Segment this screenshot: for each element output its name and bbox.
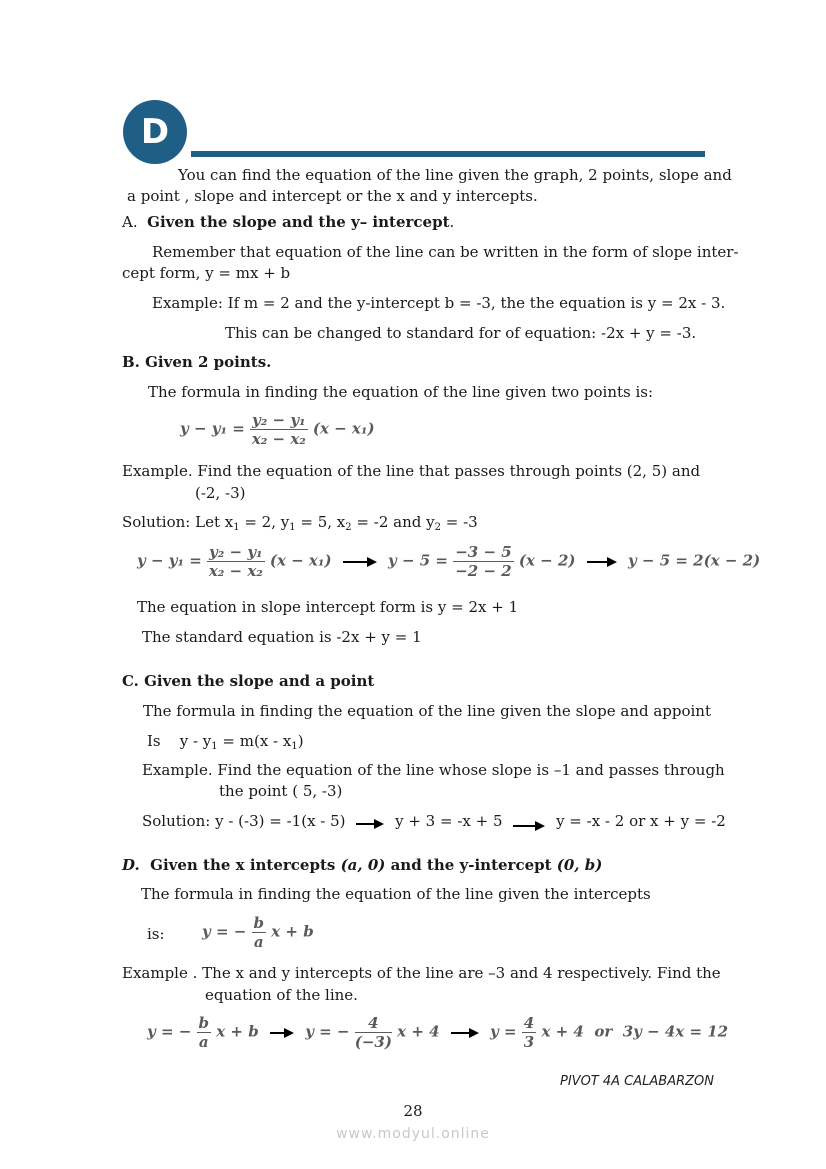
slope-intercept-result: The equation in slope intercept form is y = 2x + 1 bbox=[137, 598, 519, 616]
chain-step-2-fraction bbox=[355, 1014, 392, 1051]
formula-lhs: y − y₁ = bbox=[180, 419, 245, 438]
fraction-numerator: 4 bbox=[523, 1014, 535, 1032]
section-b-example-1: Example. Find the equation of the line that passes through points (2, 5) and bbox=[122, 462, 701, 480]
solution-text-4: = -2 and y bbox=[351, 513, 435, 531]
intercept-fraction bbox=[252, 914, 267, 951]
heading-part-1: Given the x intercepts bbox=[150, 856, 341, 874]
footer-label: PIVOT 4A CALABARZON bbox=[560, 1074, 714, 1089]
section-a-period: . bbox=[449, 213, 455, 231]
solution-text-1: Solution: Let x bbox=[122, 513, 234, 531]
chain-step-4: 3y − 4x = 12 bbox=[622, 1022, 729, 1041]
section-d-example-1: Example . The x and y intercepts of the line are –3 and 4 respectively. Find the bbox=[122, 964, 721, 982]
formula-rhs: x + b bbox=[271, 922, 314, 941]
section-c-example-2: the point ( 5, -3) bbox=[219, 782, 343, 800]
fraction-numerator: y₂ − y₁ bbox=[209, 543, 263, 561]
section-b-heading: B. Given 2 points. bbox=[122, 353, 272, 371]
two-point-formula bbox=[180, 411, 375, 448]
section-a-example: Example: If m = 2 and the y-intercept b = -3, the the equation is y = 2x - 3. bbox=[152, 294, 726, 312]
fraction-denominator: x₂ − x₂ bbox=[251, 430, 306, 448]
formula-part-3: ) bbox=[297, 732, 304, 750]
fraction-denominator: (−3) bbox=[354, 1033, 392, 1051]
chain-step-1-rhs: x + b bbox=[216, 1022, 259, 1041]
section-a-prefix: A. bbox=[122, 213, 138, 231]
fraction-numerator: 4 bbox=[355, 1014, 392, 1033]
right-arrow-icon bbox=[587, 556, 617, 568]
solution-step-3: y = -x - 2 or x + y = -2 bbox=[556, 812, 726, 830]
subscript-1: 1 bbox=[211, 741, 218, 752]
chain-step-1-lhs: y = − bbox=[147, 1022, 192, 1041]
subscript-1: 1 bbox=[291, 741, 298, 752]
section-badge: D bbox=[123, 100, 187, 164]
fraction-denominator: x₂ − x₂ bbox=[208, 562, 263, 580]
section-b-example-2: (-2, -3) bbox=[195, 484, 246, 502]
section-d-intro: The formula in finding the equation of the line given the intercepts bbox=[141, 885, 651, 903]
intro-line-2: a point , slope and intercept or the x and y intercepts. bbox=[127, 187, 538, 205]
chain-step-2-lhs: y = − bbox=[305, 1022, 350, 1041]
subscript-1: 1 bbox=[233, 522, 240, 533]
formula-part-1: y - y bbox=[179, 732, 212, 750]
chain-step-1-lhs: y − y₁ = bbox=[137, 551, 202, 570]
fraction-numerator: b bbox=[253, 914, 265, 932]
fraction-numerator: y₂ − y₁ bbox=[252, 411, 306, 429]
chain-step-3-fraction bbox=[522, 1014, 536, 1051]
solution-step-1: Solution: y - (-3) = -1(x - 5) bbox=[142, 812, 346, 830]
intercept-solution-chain bbox=[147, 1014, 728, 1051]
formula-part-2: = m(x - x bbox=[217, 732, 292, 750]
section-b-solution bbox=[122, 512, 478, 532]
fraction-numerator: b bbox=[198, 1014, 210, 1032]
section-a-paragraph-1: Remember that equation of the line can be written in the form of slope inter- bbox=[152, 243, 739, 261]
header-rule bbox=[191, 151, 705, 157]
right-arrow-icon bbox=[451, 1027, 479, 1039]
chain-step-2-rhs: x + 4 bbox=[397, 1022, 440, 1041]
fraction-denominator: −2 − 2 bbox=[455, 562, 512, 580]
chain-step-3: y − 5 = 2(x − 2) bbox=[627, 551, 761, 570]
page-number: 28 bbox=[403, 1102, 423, 1120]
solution-text-3: = 5, x bbox=[295, 513, 346, 531]
fraction-denominator: 3 bbox=[523, 1033, 535, 1051]
intercept-formula bbox=[202, 914, 314, 951]
fraction-denominator: a bbox=[253, 933, 264, 951]
fraction-numerator: −3 − 5 bbox=[455, 543, 512, 561]
right-arrow-icon bbox=[270, 1027, 294, 1039]
right-arrow-icon bbox=[513, 818, 545, 832]
solution-text-5: = -3 bbox=[440, 513, 478, 531]
subscript-1: 1 bbox=[289, 522, 296, 533]
formula-rhs: (x − x₁) bbox=[312, 419, 375, 438]
chain-step-3-rhs: x + 4 bbox=[541, 1022, 584, 1041]
or-label: or bbox=[594, 1022, 613, 1041]
section-c-intro: The formula in finding the equation of the line given the slope and appoint bbox=[143, 702, 711, 720]
intro-line-1: You can find the equation of the line given the graph, 2 points, slope and bbox=[178, 166, 732, 184]
section-b-formula-intro: The formula in finding the equation of the line given two points is: bbox=[148, 383, 654, 401]
fraction-denominator: a bbox=[198, 1033, 209, 1051]
chain-step-1-rhs: (x − x₁) bbox=[269, 551, 332, 570]
heading-part-4: (0, b) bbox=[556, 856, 603, 874]
chain-step-2-lhs: y − 5 = bbox=[388, 551, 448, 570]
section-d-heading bbox=[122, 855, 602, 875]
solution-step-2: y + 3 = -x + 5 bbox=[395, 812, 503, 830]
formula-lhs: y = − bbox=[202, 922, 247, 941]
heading-part-2: (a, 0) bbox=[340, 856, 386, 874]
section-d-is-label: is: bbox=[147, 925, 165, 943]
watermark: www.modyul.online bbox=[336, 1126, 490, 1142]
solution-text-2: = 2, y bbox=[239, 513, 290, 531]
chain-step-3-lhs: y = bbox=[490, 1022, 517, 1041]
chain-step-1-fraction bbox=[207, 543, 265, 580]
is-label: Is bbox=[147, 732, 161, 750]
two-point-solution-chain bbox=[137, 543, 760, 580]
subscript-2: 2 bbox=[345, 522, 352, 533]
section-d-example-2: equation of the line. bbox=[205, 986, 358, 1004]
section-a-title: Given the slope and the y– intercept bbox=[147, 213, 450, 231]
point-slope-formula bbox=[147, 731, 304, 751]
chain-step-1-fraction bbox=[197, 1014, 212, 1051]
section-a-paragraph-2: cept form, y = mx + b bbox=[122, 264, 291, 282]
section-c-example-1: Example. Find the equation of the line whose slope is –1 and passes through bbox=[142, 761, 725, 779]
section-a-heading bbox=[122, 212, 454, 232]
right-arrow-icon bbox=[343, 556, 377, 568]
section-c-heading: C. Given the slope and a point bbox=[122, 672, 375, 690]
section-d-prefix: D. bbox=[122, 856, 140, 874]
standard-form-result: The standard equation is -2x + y = 1 bbox=[142, 628, 422, 646]
heading-part-3: and the y-intercept bbox=[385, 856, 557, 874]
slope-fraction bbox=[250, 411, 308, 448]
subscript-2: 2 bbox=[434, 522, 441, 533]
right-arrow-icon bbox=[356, 818, 384, 830]
section-c-solution bbox=[142, 811, 726, 832]
chain-step-2-fraction bbox=[453, 543, 513, 580]
section-a-standard: This can be changed to standard for of equation: -2x + y = -3. bbox=[225, 324, 697, 342]
chain-step-2-rhs: (x − 2) bbox=[518, 551, 576, 570]
